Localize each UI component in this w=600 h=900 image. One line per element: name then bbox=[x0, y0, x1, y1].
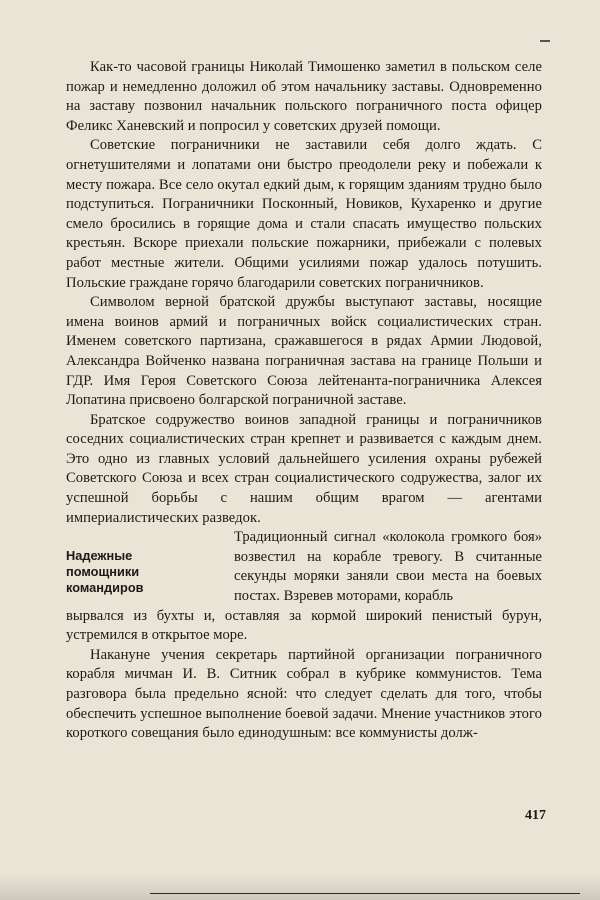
page-shadow bbox=[0, 874, 600, 900]
side-heading-line-3: командиров bbox=[66, 580, 144, 596]
side-heading bbox=[66, 548, 176, 596]
paragraph-continuation: вырвался из бухты и, оставляя за кормой широкий пенистый бурун, устремился в открытое море. bbox=[66, 607, 542, 644]
paragraph-4: Братское содружество воинов западной границы и пограничников соседних социалистических стран крепнет и развивается с каждым днем. Это одно из главных условий дальнейшего усиления охраны рубежей Советского Союза и всех стран социалистического содружества, залог их успешной борьбы с нашим общим врагом — агентами империалистических разведок. bbox=[66, 411, 542, 526]
indented-paragraph: Традиционный сигнал «колокола громкого боя» возвестил на корабле тревогу. В считанные секунды моряки заняли свои места на боевых постах. Взревев моторами, корабль bbox=[234, 529, 542, 605]
paragraph-3: Символом верной братской дружбы выступают заставы, носящие имена воинов армий и пограничных войск социалистических стран. Именем советского партизана, сражавшегося в рядах Армии Людовой, Александра Войченко названа пограничная застава на границе Польши и ГДР. Имя Героя Советского Союза лейтенанта-пограничника Алексея Лопатина присвоено болгарской пограничной заставе. bbox=[66, 294, 542, 409]
bottom-edge-line bbox=[150, 893, 580, 894]
paragraph-last: Накануне учения секретарь партийной организации пограничного корабля мичман И. В. Ситник собрал в кубрике коммунистов. Тема разговора была предельно ясной: что следует сделать для того, чтобы обеспечить успешное выполнение боевой задачи. Мнение участников этого короткого совещания было единодушным: все коммунисты долж- bbox=[66, 646, 542, 742]
section-with-side-heading bbox=[66, 528, 542, 606]
side-heading-line-2: помощники bbox=[66, 564, 140, 580]
scan-mark bbox=[540, 40, 550, 42]
page-number: 417 bbox=[525, 808, 546, 823]
paragraph-1: Как-то часовой границы Николай Тимошенко заметил в польском селе пожар и немедленно доложил об этом начальнику заставы. Одновременно на заставу позвонил начальник польского пограничного поста офицер Феликс Ханевский и попросил у советских друзей помощи. bbox=[66, 59, 542, 134]
paragraph-2: Советские пограничники не заставили себя долго ждать. С огнетушителями и лопатами они быстро преодолели реку и побежали к месту пожара. Все село окутал едкий дым, к горящим зданиям трудно было подступиться. Пограничники Посконный, Новиков, Кухаренко и другие смело бросились в горящие дома и стали спасать имущество польских крестьян. Вскоре приехали польские пожарники, прибежали с полевых работ местные жители. Общими усилиями пожар удалось потушить. Польские граждане горячо благодарили советских пограничников. bbox=[66, 137, 542, 291]
side-heading-line-1: Надежные bbox=[66, 548, 133, 564]
text-column bbox=[66, 58, 542, 744]
